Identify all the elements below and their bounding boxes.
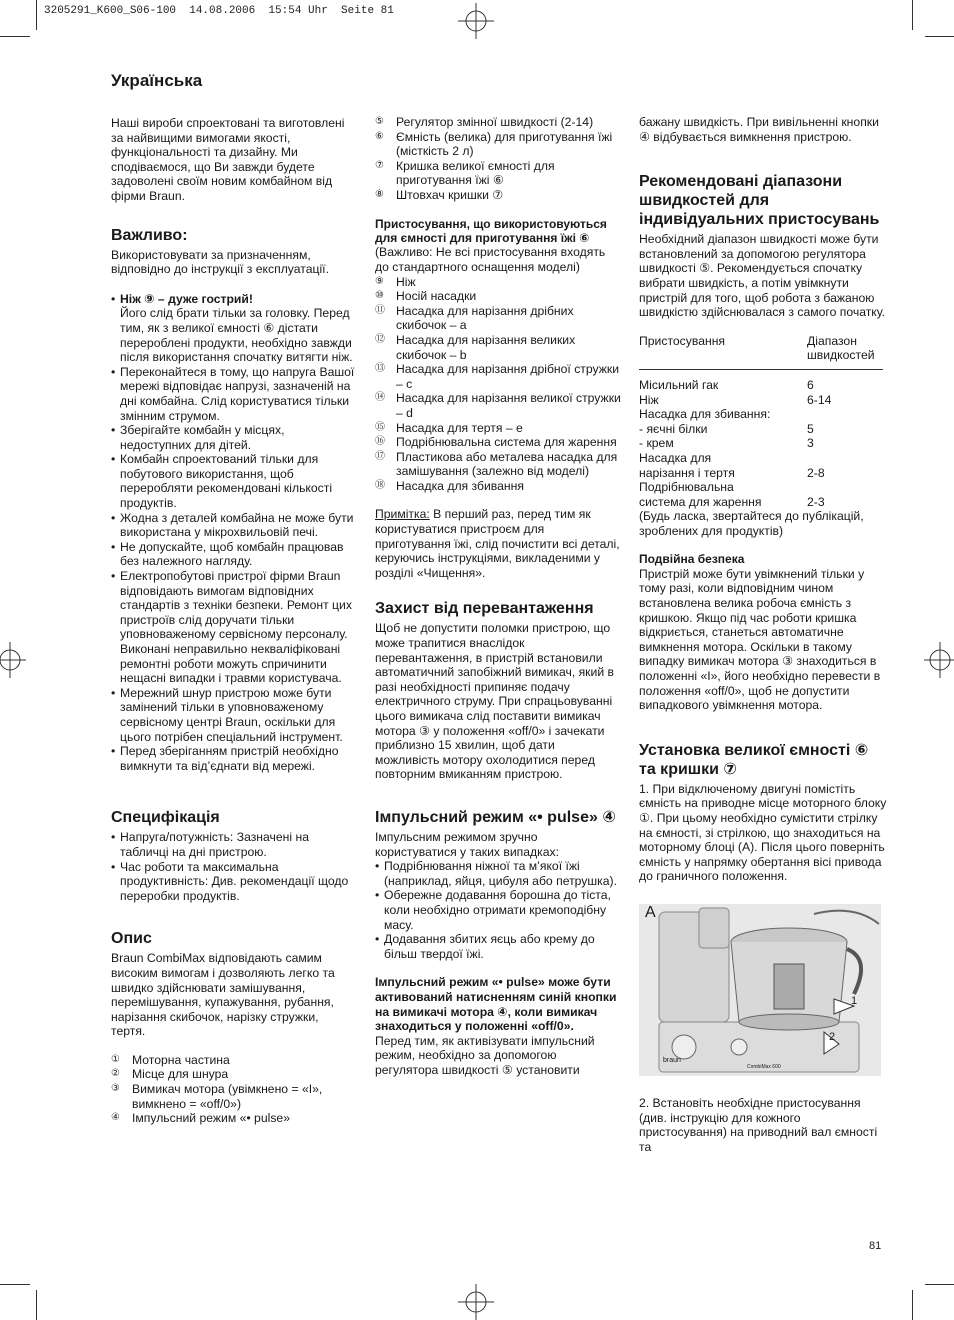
table-row: Насадка для нарізання і тертя 2-8: [639, 450, 825, 480]
important-heading: Важливо:: [111, 226, 188, 244]
food-processor-icon: [639, 904, 881, 1076]
table-row: - крем 3: [639, 436, 814, 451]
crop-mark: [912, 1290, 913, 1320]
list-item: ⑬ Насадка для нарізання дрібної стружки – c: [375, 362, 620, 391]
table-row: Ніж 6-14: [639, 392, 832, 407]
registration-mark-icon: [458, 1284, 494, 1320]
list-item: • Переконайтеся в тому, що напруга Вашої мережі відповідає напрузі, зазначеній на дні комбайна. Слід користуватися тільки змінним струмом.: [111, 365, 356, 423]
list-item: ⑦ Кришка великої ємності для приготування їжі ⑥: [375, 158, 555, 188]
print-header: 3205291_K600_S06-100 14.08.2006 15:54 Uhr Seite 81: [44, 5, 394, 17]
list-item: • Час роботи та максимальна продуктивність: Див. рекомендації щодо переробки продуктів.: [111, 860, 356, 904]
speeds-heading: Рекомендовані діапазони швидкостей для індивідуальних пристосувань: [639, 173, 880, 229]
list-item: • Мережний шнур пристрою може бути замінений тільки в уповноваженому сервісному центрі Braun, оскільки для цього потрібен спеціальний інструмент.: [111, 686, 356, 744]
list-item: • Жодна з деталей комбайна не може бути використана у мікрохвильовій печі.: [111, 511, 356, 540]
brand-mark: braun: [663, 1056, 681, 1064]
knife-text: Його слід брати тільки за головку. Перед тим, як з великої ємності ⑥ дістати перероблені продукти, необхідно завжди після використання спочатку витягти ніж.: [120, 306, 353, 365]
model-mark: CombiMax 600: [747, 1063, 781, 1070]
table-row: Насадка для збивання:: [639, 407, 771, 422]
description-heading: Опис: [111, 930, 152, 948]
list-item: ⑤ Регулятор змінної швидкості (2-14): [375, 115, 594, 129]
crop-mark: [0, 1284, 30, 1285]
list-item: • Комбайн спроектований тільки для побутового використання, щоб переробляти рекомендовані кількості продуктів.: [111, 452, 356, 510]
registration-mark-icon: [458, 3, 494, 39]
table-header: [639, 334, 883, 370]
pulse-text: Перед тим, як активізувати імпульсний режим, необхідно за допомогою регулятора швидкості ⑤ установити: [375, 1033, 595, 1077]
language-title: Українська: [111, 71, 203, 90]
crop-mark: [925, 36, 954, 37]
list-item: ⑥ Ємність (велика) для приготування їжі (місткість 2 л): [375, 129, 613, 159]
column-header-attachment: Пристосування: [639, 334, 807, 370]
important-text: Використовувати за призначенням, відповідно до інструкції з експлуатації.: [111, 247, 329, 277]
list-item: ⑮ Насадка для тертя – e: [375, 420, 523, 435]
attachments-heading: Пристосування, що використовуються для ємності для приготування їжі ⑥: [375, 216, 607, 245]
list-item: • Перед зберіганням пристрій необхідно вимкнути та від’єднати від мережі.: [111, 744, 356, 773]
list-item: ① Моторна частина: [111, 1052, 230, 1067]
figure-a-illustration: [639, 904, 881, 1076]
pulse-intro: Імпульсним режимом зручно користуватися у таких випадках:: [375, 829, 560, 859]
arrow-label-2: 2: [829, 1030, 836, 1043]
list-item: ⑭ Насадка для нарізання великої стружки – d: [375, 391, 621, 420]
pulse-continued-text: бажану швидкість. При вивільненні кнопки ④ відбувається вимкнення пристрою.: [639, 115, 879, 144]
safety-text: Пристрій може бути увімкнений тільки у тому разі, коли відповідним чином встановлена велика робоча ємність з кришкою. Якщо під час роботи кришка відкриється, станеться автоматичне вимкнення мотора. Оскільки в такому випадку вимикач мотора ③ знаходиться в положенні «I», його необхідно перевести в положення «off/0», щоб не допустити випадкового увімкнення мотора.: [639, 566, 881, 713]
list-item: • Обережне додавання борошна до тіста, коли необхідно отримати кремоподібну масу.: [375, 888, 621, 932]
crop-mark: [0, 36, 30, 37]
list-item: ⑪ Насадка для нарізання дрібних скибочок – a: [375, 303, 574, 333]
page-number: 81: [869, 1240, 882, 1252]
list-item: ⑧ Штовхач кришки ⑦: [375, 187, 504, 202]
overload-heading: Захист від перевантаження: [375, 600, 594, 618]
parts-list-1: [111, 1053, 356, 1126]
list-item: [111, 292, 356, 365]
column-header-range: Діапазон швидкостей: [807, 334, 883, 370]
safety-heading: Подвійна безпека: [639, 552, 745, 567]
pulse-heading: Імпульсний режим «• pulse» ④: [375, 808, 616, 826]
overload-text: Щоб не допустити поломки пристрою, що може трапитися внаслідок перевантаження, в пристрій встановили автоматичний запобіжний вимикач, який в разі необхідності припиняє подачу електричного струму. При спрацьовуванні цього вимикача слід поставити вимикач мотора ③ у положення «off/0» і зачекати приблизно 15 хвилин, щоб дати можливість мотору охолодитися перед повторним вмиканням пристрою.: [375, 621, 614, 782]
install-heading: Установка великої ємності ⑥ та кришки ⑦: [639, 741, 869, 778]
arrow-label-1: 1: [851, 994, 858, 1007]
pulse-activation-text: Імпульсний режим «• pulse» може бути активований натисненням синій кнопки на вимикачі мотора ④, коли вимикач знаходиться у положенні «off/0».: [375, 975, 617, 1034]
install-step-1: 1. При відключеному двигуні помістіть ємність на приводне місце моторного блоку ①. При цьому необхідно сумістити стрілку на ємності, зі стрілкою, що знаходиться на моторному блоці (А). Після цього поверніть ємність у напрямку обертання вісі привода до граничного положення.: [639, 781, 887, 884]
registration-mark-icon: [0, 642, 26, 678]
list-item: • Подрібнювання ніжної та м’якої їжі (наприклад, яйця, цибуля або петрушка).: [375, 859, 621, 888]
list-item: ⑩ Носій насадки: [375, 289, 477, 304]
table-row: Місильний гак 6: [639, 377, 814, 392]
attachments-note: (Важливо: Не всі пристосування входять до стандартного оснащення моделі): [375, 245, 606, 274]
parts-list-2: [375, 115, 621, 203]
list-item: • Електропобутові пристрої фірми Braun відповідають вимогам відповідних стандартів з техніки безпеки. Ремонт цих пристроїв слід доручати тільки уповноваженому сервісному персоналу. Виконані неправильно некваліфіковані ремонтні роботи можуть спричинити нещасні випадки і травми користувача.: [111, 569, 356, 686]
list-item: ⑫ Насадка для нарізання великих скибочок – b: [375, 332, 576, 362]
list-item: ② Місце для шнура: [111, 1067, 229, 1082]
column-2: [375, 115, 621, 1077]
list-item: • Додавання збитих яєць або крему до більш твердої їжі.: [375, 932, 621, 961]
crop-mark: [36, 0, 37, 30]
list-item: ⑰ Пластикова або металева насадка для замішування (залежно від моделі): [375, 449, 618, 479]
spec-list: [111, 830, 356, 903]
column-1: [111, 116, 356, 1126]
speeds-text: Необхідний діапазон швидкості може бути встановлений за допомогою регулятора швидкості ⑤. Рекомендується спочатку вибрати швидкість, а потім увімкнути пристрій для того, щоб робота з бажаною швидкістю здійснювалася з самого початку.: [639, 232, 886, 320]
crop-mark: [912, 0, 913, 30]
pulse-list: [375, 859, 621, 961]
remark-text: Примітка: В перший раз, перед тим як користуватися пристроєм для приготування їжі, слід почистити всі деталі, керуючись інструкціями, викладеними у розділі «Чищення».: [375, 507, 620, 580]
speed-table: [639, 334, 883, 510]
crop-mark: [36, 1290, 37, 1320]
attachments-list: [375, 275, 621, 494]
knife-warning: Ніж ⑨ – дуже гострий!: [120, 291, 253, 306]
install-step-2: 2. Встановіть необхідне пристосування (див. інструкцію для кожного пристосування) на приводний вал ємності та: [639, 1095, 878, 1154]
list-item: ④ Імпульсний режим «• pulse»: [111, 1111, 290, 1126]
list-item: • Зберігайте комбайн у місцях, недоступних для дітей.: [111, 423, 356, 452]
list-item: ⑯ Подрібнювальна система для жарення: [375, 435, 617, 450]
intro-text: Наші вироби спроектовані та виготовлені за найвищими вимогами якості, функціональності та дизайну. Ми сподіваємося, що Ви завжди будете задоволені своїм новим комбайном від фірми Braun.: [111, 116, 345, 203]
safety-list: [111, 292, 356, 774]
list-item: • Напруга/потужність: Зазначені на табличці на дні пристрою.: [111, 830, 356, 859]
table-row: - яєчні білки 5: [639, 421, 814, 436]
crop-mark: [925, 1284, 954, 1285]
spec-heading: Специфікація: [111, 809, 220, 827]
description-text: Braun CombiMax відповідають самим високим вимогам і дозволяють легко та швидко здійснювати замішування, перемішування, купажування, рубання, нарізання скибочок, нарізку стружки, тертя.: [111, 951, 335, 1039]
table-row: Подрібнювальна система для жарення 2-3: [639, 480, 825, 509]
list-item: ⑨ Ніж: [375, 274, 416, 289]
column-3: [639, 115, 887, 1154]
list-item: • Не допускайте, щоб комбайн працював без належного нагляду.: [111, 540, 356, 569]
list-item: ③ Вимикач мотора (увімкнено = «I», вимкнено = «off/0»): [111, 1082, 323, 1111]
speeds-footnote: (Будь ласка, звертайтеся до публікацій, зроблених для продуктів): [639, 509, 864, 538]
figure-label: A: [645, 903, 656, 921]
registration-mark-icon: [924, 642, 954, 678]
list-item: ⑱ Насадка для збивання: [375, 478, 524, 493]
